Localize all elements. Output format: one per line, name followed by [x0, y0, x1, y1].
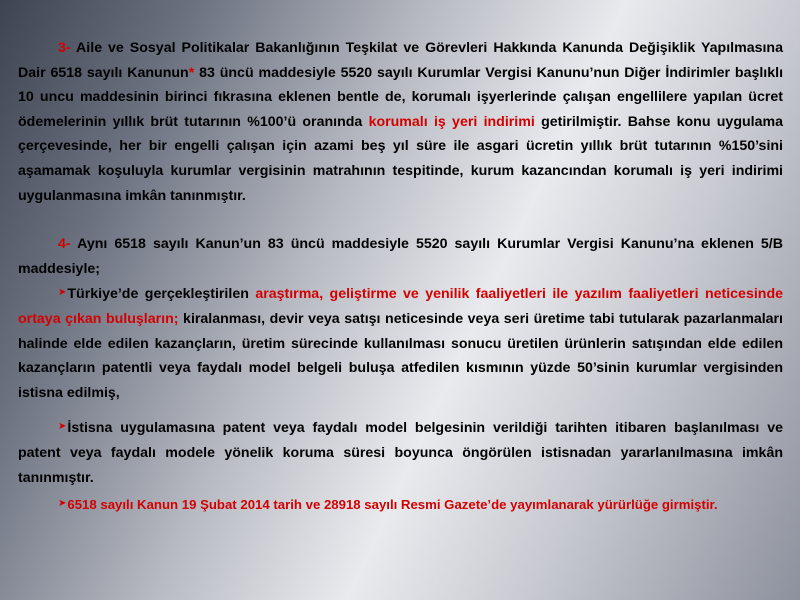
arrow-bullet-icon: ➤ [58, 287, 67, 299]
bullet-item-1-text-b: kiralanması, devir veya satışı neticesinde veya seri üretime tabi tutularak pazarlanmaları halinde elde edilen kazançların, üretim sürecinde kullanılması sonucu üretilen ürünlerin satışından elde edilen kazançların patentli veya faydalı model belgeli buluşa atfedilen kısmının yüzde 50’sinin kurumlar vergisinden istisna edilmiş, [18, 310, 784, 401]
paragraph-3-number: 3- [58, 40, 71, 56]
paragraph-3-text-a: Aile ve Sosyal Politikalar Bakanlığının Teşkilat ve Görevleri Hakkında Kanunda Değişiklik Yapılmasına Dair 6518 sayılı Kanunun [18, 40, 783, 81]
arrow-bullet-icon: ➤ [58, 498, 67, 510]
footnote-asterisk: * [188, 64, 195, 81]
footnote-text: 6518 sayılı Kanun 19 Şubat 2014 tarih ve 28918 sayılı Resmi Gazete’de yayımlanarak yürürlüğe girmiştir. [67, 497, 718, 513]
bullet-item-1-highlight: araştırma, geliştirme ve yenilik faaliyetleri ile yazılım faaliyetleri neticesinde ortaya çıkan buluşların; [18, 286, 784, 327]
footnote [18, 494, 783, 514]
bullet-item-1 [18, 281, 783, 405]
paragraph-3-text-b: 83 üncü maddesiyle 5520 sayılı Kurumlar Vergisi Kanunu’nun Diğer İndirimler başlıklı 10 uncu maddesinin birinci fıkrasına eklenen bentle de, korumalı işyerlerinde çalışan engellilere yapılan ücret ödemelerinin yıllık brüt tutarının %100’ü oranında [18, 64, 784, 130]
slide-body [18, 36, 783, 527]
bullet-item-1-text-a: Türkiye’de gerçekleştirilen [67, 286, 256, 303]
arrow-bullet-icon: ➤ [58, 421, 67, 433]
paragraph-3-text-c: getirilmiştir. Bahse konu uygulama çerçevesinde, her bir engelli çalışan için azami beş yıl süre ile asgari ücretin yıllık brüt tutarının %150’sini aşamamak koşuluyla kurumlar vergisinin matrahının tespitinde, kurum kazancından korumalı iş yeri indirimi uygulanmasına imkân tanınmıştır. [18, 113, 783, 204]
bullet-item-2-text: İstisna uygulamasına patent veya faydalı model belgesinin verildiği tarihten itibaren başlanılması ve patent veya faydalı modele yönelik koruma süresi boyunca öngörülen istisnadan yararlanılmasına imkân tanınmıştır. [18, 420, 783, 486]
paragraph-3 [18, 36, 783, 208]
paragraph-4-number: 4- [58, 236, 71, 253]
paragraph-3-highlight: korumalı iş yeri indirimi [368, 113, 535, 130]
page-number: 5 [745, 566, 752, 578]
bullet-item-2 [18, 415, 783, 490]
paragraph-4 [18, 232, 783, 281]
paragraph-4-text: Aynı 6518 sayılı Kanun’un 83 üncü maddesiyle 5520 sayılı Kurumlar Vergisi Kanunu’na eklenen 5/B maddesiyle; [18, 236, 783, 277]
